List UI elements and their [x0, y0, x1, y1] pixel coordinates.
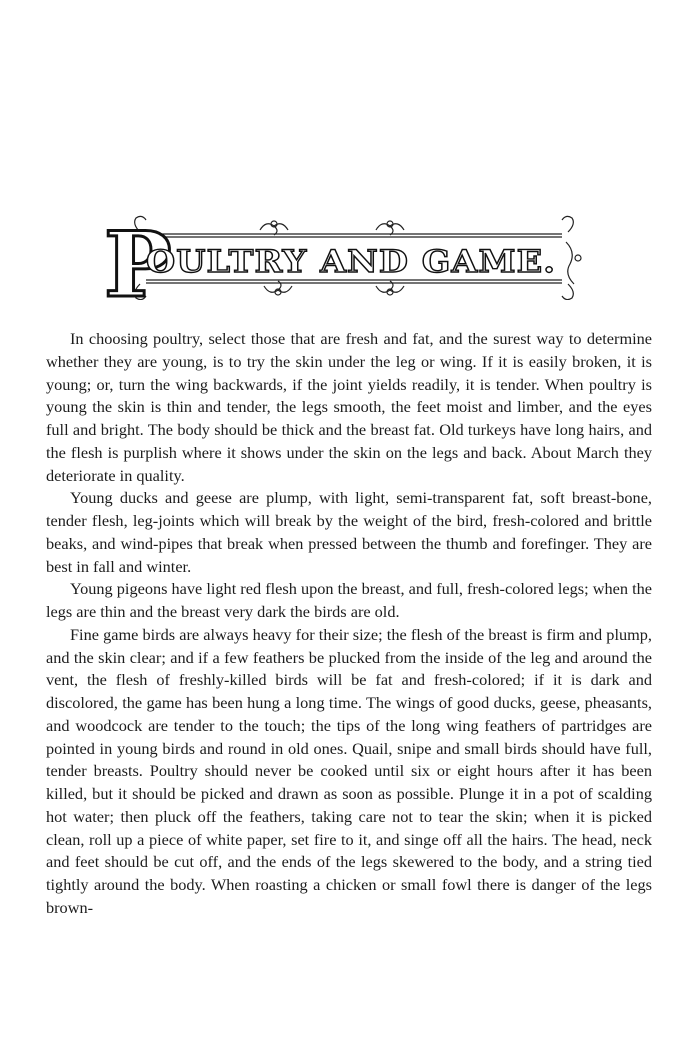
- chapter-heading: [100, 212, 600, 300]
- paragraph: Young pigeons have light red flesh upon the breast, and full, fresh-colored legs; when the legs are thin and the breast very dark the birds are old.: [46, 579, 652, 621]
- paragraph: Fine game birds are always heavy for their size; the flesh of the breast is firm and plump, and the skin clear; and if a few feathers be plucked from the inside of the leg and around the vent, the flesh of freshly-killed birds will be fat and fresh-colored; if it is dark and discolored, the game has been hung a long time. The wings of good ducks, geese, pheasants, and woodcock are tender to the touch; the tips of the long wing feathers of partridges are pointed in young birds and round in old ones. Quail, snipe and small birds should have full, tender breasts. Poultry should never be cooked until six or eight hours after it has been killed, but it should be picked and drawn as soon as possible. Plunge it in a pot of scalding hot water; then pluck off the feathers, taking care not to tear the skin; when it is picked clean, roll up a piece of white paper, set fire to it, and singe off all the hairs. The head, neck and feet should be cut off, and the ends of the legs skewered to the body, and a string tied tightly around the body. When roasting a chicken or small fowl there is danger of the legs brown-: [46, 624, 652, 917]
- paragraph: In choosing poultry, select those that are fresh and fat, and the surest way to determine whether they are young, is to try the skin under the leg or wing. If it is easily broken, it is young; or, turn the wing backwards, if the joint yields readily, it is tender. When poultry is young the skin is thin and tender, the legs smooth, the feet moist and limber, and the eyes full and bright. The body should be thick and the breast fat. Old turkeys have long hairs, and the flesh is purplish where it shows under the skin on the legs and back. About March they deteriorate in quality.: [46, 329, 652, 485]
- bottom-scroll-ornament: [135, 280, 574, 300]
- paragraph: Young ducks and geese are plump, with light, semi-transparent fat, soft breast-bone, tender flesh, leg-joints which will break by the weight of the bird, fresh-colored and brittle beaks, and wind-pipes that break when pressed between the thumb and forefinger. They are best in fall and winter.: [46, 488, 652, 576]
- top-scroll-ornament: [135, 216, 574, 237]
- drop-cap-initial: P: [104, 212, 172, 300]
- heading-title-text: OULTRY AND GAME.: [146, 244, 556, 280]
- ornamental-heading-frame: [100, 212, 600, 300]
- body-text: [46, 328, 652, 920]
- right-flourish-ornament: [566, 242, 581, 284]
